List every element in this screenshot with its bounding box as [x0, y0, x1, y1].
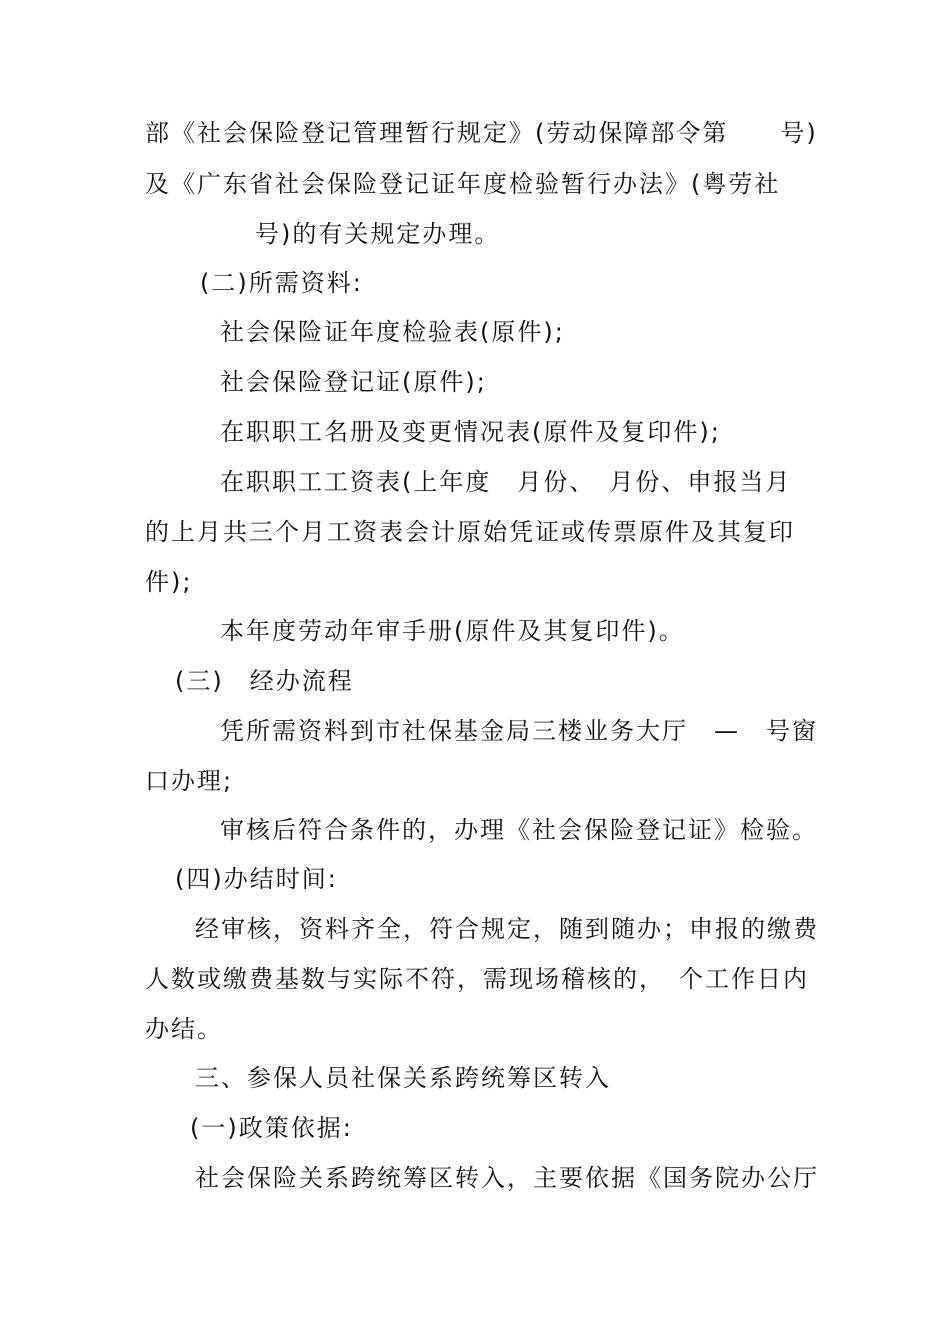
text-line-2: 及《广东省社会保险登记证年度检验暂行办法》(粤劳社	[145, 170, 781, 198]
text-line-13: 凭所需资料到市社保基金局三楼业务大厅 — 号窗	[220, 717, 818, 745]
text-line-22: 社会保险关系跨统筹区转入，主要依据《国务院办公厅	[195, 1164, 819, 1192]
text-line-1: 部《社会保险登记管理暂行规定》(劳动保障部令第 号)	[145, 119, 818, 147]
text-line-5: 社会保险证年度检验表(原件);	[220, 318, 565, 346]
text-line-14: 口办理;	[145, 767, 234, 795]
section-heading-transfer-in: 三、参保人员社保关系跨统筹区转入	[195, 1064, 611, 1092]
text-line-11: 本年度劳动年审手册(原件及其复印件)。	[220, 617, 685, 645]
text-line-6: 社会保险登记证(原件);	[220, 368, 487, 396]
text-line-17: 经审核，资料齐全，符合规定，随到随办；申报的缴费	[195, 915, 819, 943]
text-line-3: 号)的有关规定办理。	[255, 220, 501, 248]
section-heading-completion-time: (四)办结时间:	[175, 865, 338, 893]
text-line-19: 办结。	[145, 1015, 223, 1043]
text-line-7: 在职职工名册及变更情况表(原件及复印件);	[220, 418, 721, 446]
text-line-9: 的上月共三个月工资表会计原始凭证或传票原件及其复印	[145, 518, 795, 546]
text-line-8: 在职职工工资表(上年度 月份、 月份、申报当月	[220, 468, 792, 496]
section-heading-required-materials: (二)所需资料:	[200, 269, 363, 297]
text-line-15: 审核后符合条件的，办理《社会保险登记证》检验。	[220, 816, 818, 844]
text-line-18: 人数或缴费基数与实际不符，需现场稽核的， 个工作日内	[145, 965, 809, 993]
section-heading-procedure: (三) 经办流程	[175, 667, 354, 695]
section-heading-policy-basis: (一)政策依据:	[190, 1114, 353, 1142]
text-line-10: 件);	[145, 568, 193, 596]
